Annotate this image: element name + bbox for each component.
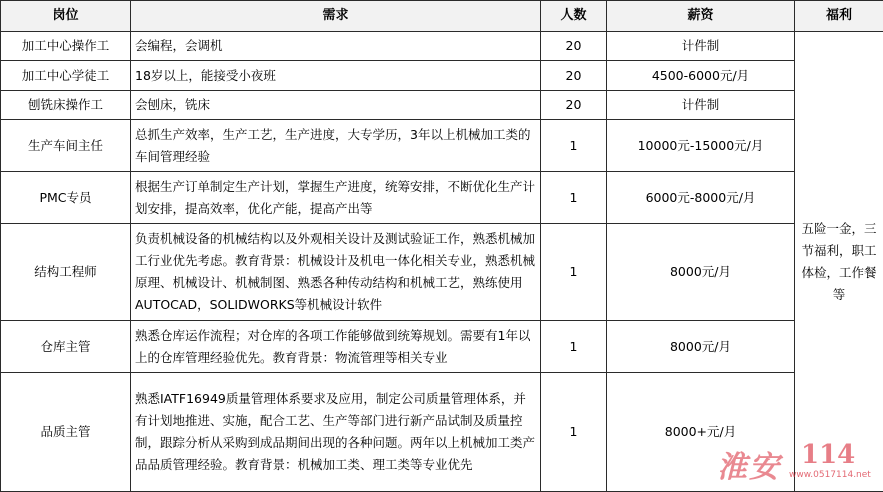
cell-count: 20 bbox=[541, 32, 607, 61]
cell-requirement: 根据生产订单制定生产计划，掌握生产进度，统筹安排，不断优化生产计划安排，提高效率，优化产能，提高产出等 bbox=[131, 172, 541, 224]
cell-requirement: 熟悉IATF16949质量管理体系要求及应用，制定公司质量管理体系，并有计划地推进、实施，配合工艺、生产等部门进行新产品试制及质量控制，跟踪分析从采购到成品期间出现的各种问题。两年以上机械加工类产品品质管理经验。教育背景：机械加工类、理工类等专业优先 bbox=[131, 373, 541, 492]
cell-salary: 计件制 bbox=[607, 32, 795, 61]
cell-count: 1 bbox=[541, 373, 607, 492]
cell-count: 1 bbox=[541, 120, 607, 172]
cell-requirement: 熟悉仓库运作流程；对仓库的各项工作能够做到统筹规划。需要有1年以上的仓库管理经验优先。教育背景：物流管理等相关专业 bbox=[131, 321, 541, 373]
cell-count: 1 bbox=[541, 172, 607, 224]
cell-salary: 10000元-15000元/月 bbox=[607, 120, 795, 172]
cell-position: 加工中心操作工 bbox=[1, 32, 131, 61]
cell-requirement: 会编程，会调机 bbox=[131, 32, 541, 61]
cell-salary: 6000元-8000元/月 bbox=[607, 172, 795, 224]
table-row bbox=[1, 120, 883, 172]
table-row bbox=[1, 321, 883, 373]
table-row bbox=[1, 373, 883, 492]
cell-requirement: 18岁以上，能接受小夜班 bbox=[131, 61, 541, 91]
cell-position: 品质主管 bbox=[1, 373, 131, 492]
cell-requirement: 负责机械设备的机械结构以及外观相关设计及测试验证工作，熟悉机械加工行业优先考虑。教育背景：机械设计及机电一体化相关专业，熟悉机械原理、机械设计、机械制图、熟悉各种传动结构和机械工艺，熟练使用AUTOCAD，SOLIDWORKS等机械设计软件 bbox=[131, 224, 541, 321]
cell-position: 刨铣床操作工 bbox=[1, 91, 131, 120]
table-row bbox=[1, 61, 883, 91]
cell-salary: 计件制 bbox=[607, 91, 795, 120]
cell-salary: 8000元/月 bbox=[607, 224, 795, 321]
header-benefits: 福利 bbox=[795, 1, 883, 32]
table-row bbox=[1, 172, 883, 224]
header-salary: 薪资 bbox=[607, 1, 795, 32]
cell-position: 仓库主管 bbox=[1, 321, 131, 373]
header-requirement: 需求 bbox=[131, 1, 541, 32]
cell-count: 20 bbox=[541, 61, 607, 91]
watermark-number: 114 bbox=[801, 440, 856, 470]
cell-count: 1 bbox=[541, 224, 607, 321]
header-count: 人数 bbox=[541, 1, 607, 32]
watermark-brand: 淮安 bbox=[717, 450, 781, 485]
cell-salary: 8000+元/月 bbox=[607, 373, 795, 492]
cell-count: 1 bbox=[541, 321, 607, 373]
cell-requirement: 总抓生产效率，生产工艺，生产进度，大专学历，3年以上机械加工类的车间管理经验 bbox=[131, 120, 541, 172]
watermark-url: www.0517114.net bbox=[789, 470, 871, 480]
cell-benefits: 五险一金，三节福利，职工体检，工作餐等 bbox=[795, 32, 883, 492]
cell-position: 加工中心学徒工 bbox=[1, 61, 131, 91]
table-row bbox=[1, 224, 883, 321]
cell-position: PMC专员 bbox=[1, 172, 131, 224]
cell-position: 结构工程师 bbox=[1, 224, 131, 321]
cell-salary: 8000元/月 bbox=[607, 321, 795, 373]
header-row bbox=[1, 1, 883, 32]
cell-count: 20 bbox=[541, 91, 607, 120]
cell-position: 生产车间主任 bbox=[1, 120, 131, 172]
header-position: 岗位 bbox=[1, 1, 131, 32]
cell-requirement: 会刨床，铣床 bbox=[131, 91, 541, 120]
table-row bbox=[1, 32, 883, 61]
table-row bbox=[1, 91, 883, 120]
cell-salary: 4500-6000元/月 bbox=[607, 61, 795, 91]
